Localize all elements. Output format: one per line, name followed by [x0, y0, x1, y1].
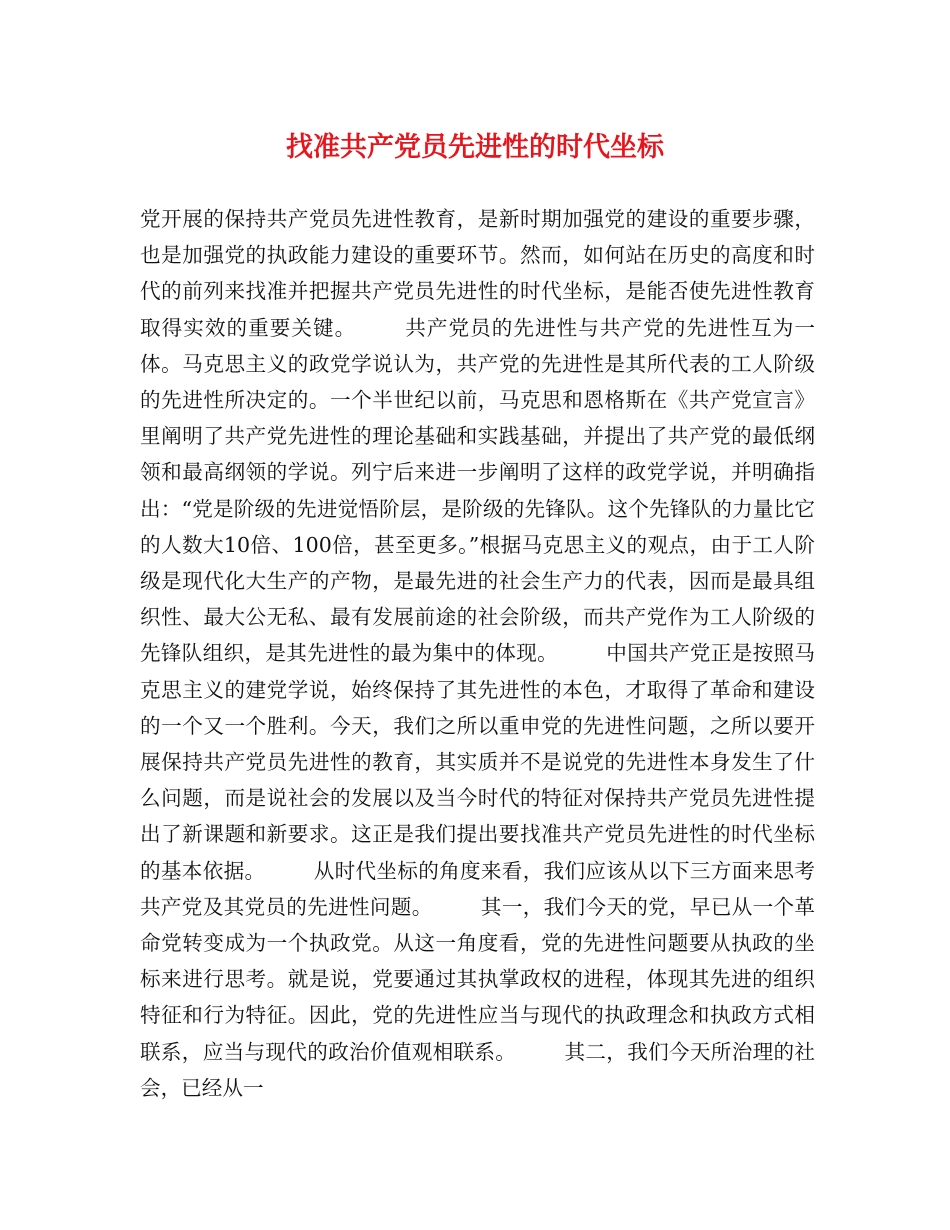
paragraph-6: 其二，我们今天所治理的社会，已经从一: [140, 1039, 816, 1100]
paragraph-2: 共产党员的先进性与共产党的先进性互为一体。马克思主义的政党学说认为，共产党的先进性是其所代表的工人阶级的先进性所决定的。一个半世纪以前，马克思和恩格斯在《共产党宣言》里阐明了共产党先进性的理论基础和实践基础，并提出了共产党的最低纲领和最高纲领的学说。列宁后来进一步阐明了这样的政党学说，并明确指出：“党是阶级的先进觉悟阶层，是阶级的先锋队。这个先锋队的力量比它的人数大10倍、100倍，甚至更多。”根据马克思主义的观点，由于工人阶级是现代化大生产的产物，是最先进的社会生产力的代表，因而是最具组织性、最大公无私、最有发展前途的社会阶级，而共产党作为工人阶级的先锋队组织，是其先进性的最为集中的体现。: [140, 315, 816, 666]
page-title: 找准共产党员先进性的时代坐标: [286, 132, 664, 163]
paragraph-3: 中国共产党正是按照马克思主义的建党学说，始终保持了其先进性的本色，才取得了革命和建设的一个又一个胜利。今天，我们之所以重申党的先进性问题，之所以要开展保持共产党员先进性的教育，其实质并不是说党的先进性本身发生了什么问题，而是说社会的发展以及当今时代的特征对保持共产党员先进性提出了新课题和新要求。这正是我们提出要找准共产党员先进性的时代坐标的基本依据。: [140, 641, 815, 883]
paragraph-5: 其一，我们今天的党，早已从一个革命党转变成为一个执政党。从这一角度看，党的先进性问题要从执政的坐标来进行思考。就是说，党要通过其执掌政权的进程，体现其先进的组织特征和行为特征。因此，党的先进性应当与现代的执政理念和执政方式相联系，应当与现代的政治价值观相联系。: [140, 894, 816, 1064]
body-text: [140, 201, 815, 1106]
paragraph-4: 从时代坐标的角度来看，我们应该从以下三方面来思考共产党及其党员的先进性问题。: [140, 858, 816, 919]
paragraph-1: 党开展的保持共产党员先进性教育，是新时期加强党的建设的重要步骤，也是加强党的执政能力建设的重要环节。然而，如何站在历史的高度和时代的前列来找准并把握共产党员先进性的时代坐标，是能否使先进性教育取得实效的重要关键。: [140, 207, 815, 340]
